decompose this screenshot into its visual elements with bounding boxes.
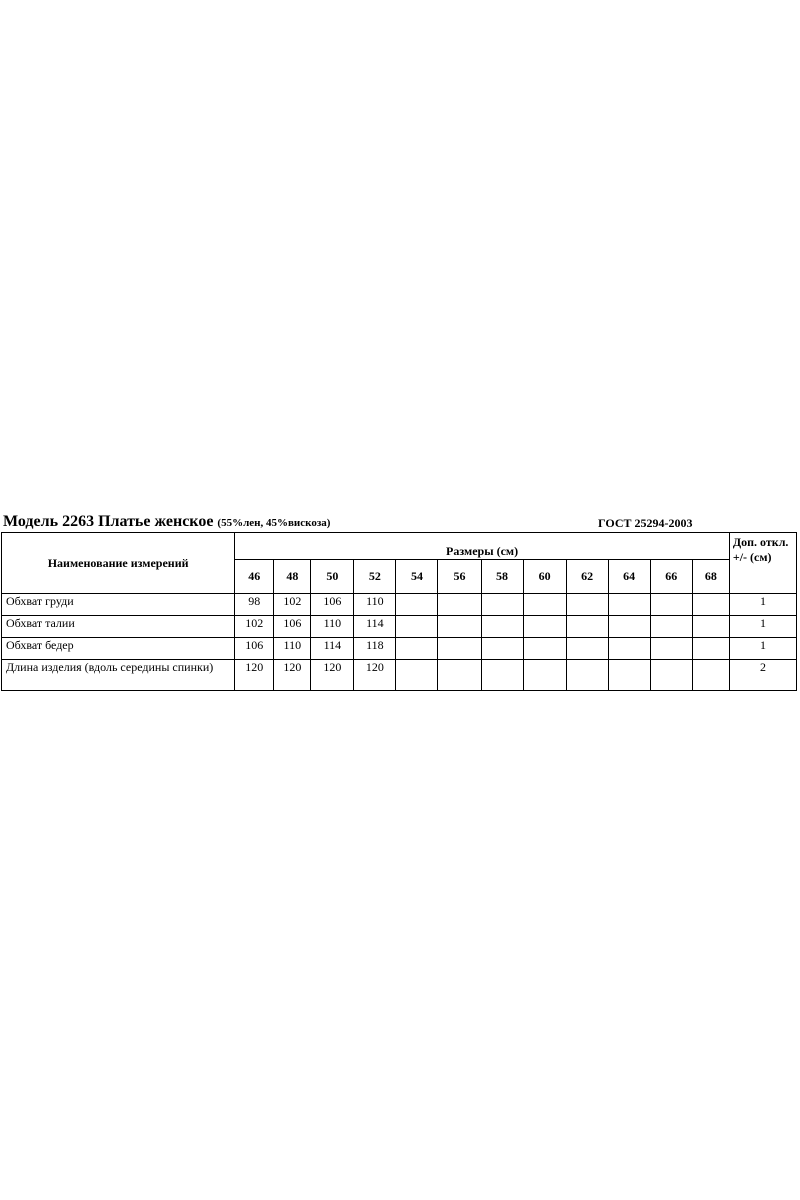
value-cell [650,616,692,638]
size-header: 64 [608,560,650,594]
value-cell [608,616,650,638]
value-cell [566,594,608,616]
tolerance-cell: 1 [729,594,796,616]
value-cell: 102 [274,594,311,616]
value-cell: 118 [354,638,396,660]
value-cell: 114 [311,638,354,660]
value-cell: 106 [235,638,274,660]
value-cell [692,638,729,660]
value-cell [438,616,481,638]
size-header: 66 [650,560,692,594]
size-header: 50 [311,560,354,594]
value-cell: 120 [354,660,396,691]
value-cell [396,660,438,691]
value-cell [523,638,566,660]
value-cell [566,660,608,691]
value-cell: 106 [311,594,354,616]
header-tolerance: Доп. откл. +/- (см) [729,533,796,594]
value-cell [608,594,650,616]
value-cell [523,594,566,616]
size-header: 46 [235,560,274,594]
value-cell [692,594,729,616]
title-line [0,512,800,532]
value-cell [566,638,608,660]
size-table [1,532,797,691]
tolerance-cell: 1 [729,638,796,660]
size-header: 56 [438,560,481,594]
material-composition: (55%лен, 45%вискоза) [217,517,331,529]
size-header: 58 [481,560,523,594]
value-cell [523,660,566,691]
value-cell [481,616,523,638]
measurement-name: Обхват бедер [2,638,235,660]
measurement-name: Длина изделия (вдоль середины спинки) [2,660,235,691]
value-cell: 110 [274,638,311,660]
header-measurement-name: Наименование измерений [2,533,235,594]
value-cell: 102 [235,616,274,638]
value-cell [608,660,650,691]
size-header: 62 [566,560,608,594]
value-cell: 120 [274,660,311,691]
value-cell [438,638,481,660]
standard-label: ГОСТ 25294-2003 [598,516,693,530]
model-title [3,512,330,533]
header-sizes: Размеры (см) [235,533,730,560]
value-cell [692,660,729,691]
value-cell [396,616,438,638]
size-header: 60 [523,560,566,594]
tolerance-cell: 2 [729,660,796,691]
value-cell: 98 [235,594,274,616]
value-cell [650,660,692,691]
size-chart-sheet [0,512,800,674]
value-cell: 110 [354,594,396,616]
value-cell: 120 [235,660,274,691]
value-cell [396,594,438,616]
size-header: 54 [396,560,438,594]
value-cell [650,594,692,616]
table-row [2,616,797,638]
value-cell: 120 [311,660,354,691]
size-header: 52 [354,560,396,594]
value-cell: 114 [354,616,396,638]
value-cell [523,616,566,638]
value-cell [481,594,523,616]
value-cell [438,660,481,691]
model-name: Модель 2263 Платье женское [3,513,214,530]
table-row [2,660,797,691]
table-row [2,638,797,660]
value-cell: 110 [311,616,354,638]
value-cell [481,660,523,691]
value-cell [396,638,438,660]
size-header: 48 [274,560,311,594]
value-cell [566,616,608,638]
measurement-name: Обхват талии [2,616,235,638]
size-header: 68 [692,560,729,594]
tolerance-cell: 1 [729,616,796,638]
value-cell [481,638,523,660]
value-cell [608,638,650,660]
table-row [2,594,797,616]
value-cell [438,594,481,616]
value-cell: 106 [274,616,311,638]
value-cell [650,638,692,660]
measurement-name: Обхват груди [2,594,235,616]
value-cell [692,616,729,638]
